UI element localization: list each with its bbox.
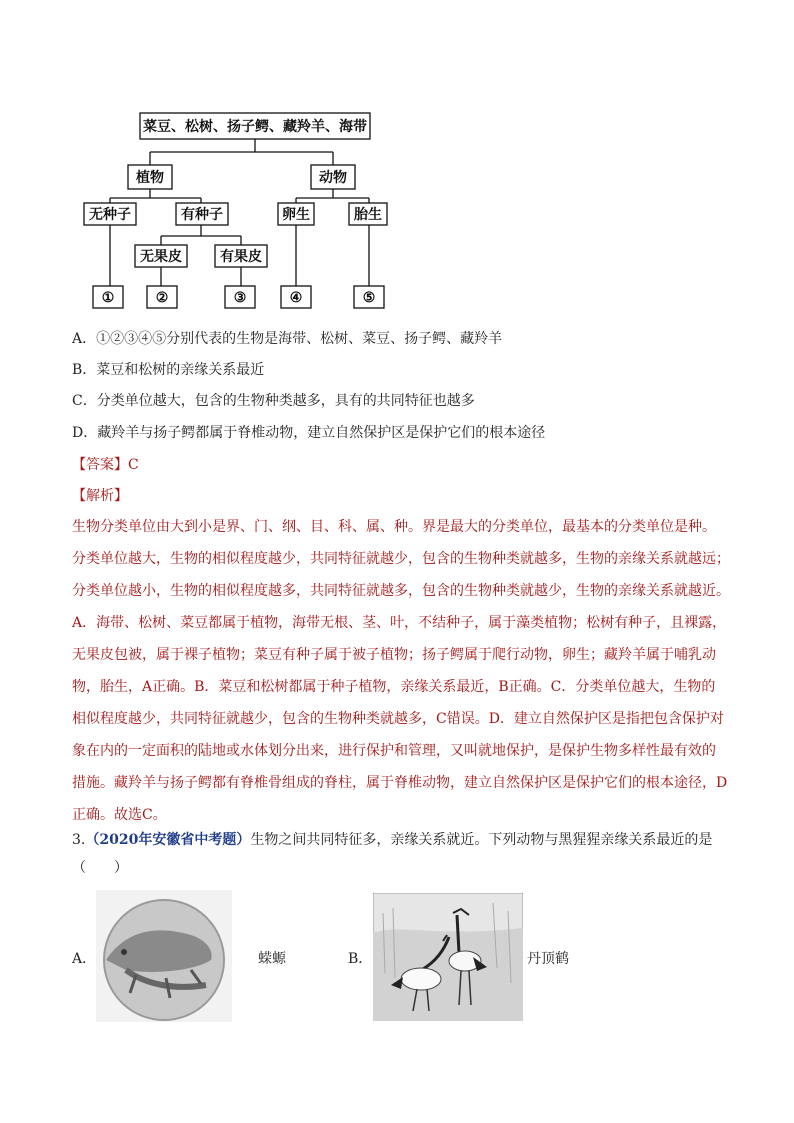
has-seed-label: 有种子 — [181, 207, 223, 223]
oviparous-label: 卵生 — [282, 207, 310, 223]
analysis-line: 生物分类单位由大到小是界、门、纲、目、科、属、种。界是最大的分类单位，最基本的分类单位是种。 — [72, 519, 716, 535]
analysis-line: 物，胎生，A正确。B．菜豆和松树都属于种子植物，亲缘关系最近，B正确。C．分类单位越大，生物的 — [72, 679, 716, 695]
leaf-3: ③ — [233, 290, 247, 306]
option-c: C．分类单位越大，包含的生物种类越多，具有的共同特征也越多 — [72, 393, 475, 409]
answer-label: 【答案】 — [72, 457, 128, 473]
salamander-image — [96, 890, 232, 1022]
viviparous-label: 胎生 — [354, 207, 382, 223]
choice-a-label: 蝾螈 — [258, 951, 286, 967]
analysis-line: 象在内的一定面积的陆地或水体划分出来，进行保护和管理，又叫就地保护，是保护生物多样性最有效的 — [72, 743, 716, 759]
analysis-line: 措施。藏羚羊与扬子鳄都有脊椎骨组成的脊柱，属于脊椎动物，建立自然保护区是保护它们的根本途径，D — [72, 775, 728, 791]
has-pericarp-label: 有果皮 — [220, 249, 262, 265]
choice-b-letter: B． — [348, 951, 373, 967]
analysis-body — [72, 511, 732, 831]
crane-image — [373, 893, 523, 1021]
plant-label: 植物 — [136, 170, 164, 186]
classification-diagram — [0, 0, 794, 320]
leaf-4: ④ — [289, 290, 303, 306]
answer-value: C — [128, 457, 139, 473]
analysis-line: A．海带、松树、菜豆都属于植物，海带无根、茎、叶，不结种子，属于藻类植物；松树有种子，且裸露， — [72, 615, 727, 631]
option-b: B．菜豆和松树的亲缘关系最近 — [72, 362, 265, 378]
analysis-line: 无果皮包被，属于裸子植物；菜豆有种子属于被子植物；扬子鳄属于爬行动物，卵生；藏羚羊属于哺乳动 — [72, 647, 716, 663]
root-label: 菜豆、松树、扬子鳄、藏羚羊、海带 — [143, 119, 367, 135]
choice-a-letter: A． — [72, 951, 97, 967]
analysis-line: 相似程度越少，共同特征就越少，包含的生物种类就越多，C错误。D．建立自然保护区是指把包含保护对 — [72, 711, 724, 727]
leaf-1: ① — [101, 290, 115, 306]
choice-b-label: 丹顶鹤 — [527, 951, 569, 967]
question-3 — [72, 830, 712, 850]
analysis-line: 分类单位越大，生物的相似程度越少，共同特征就越少，包含的生物种类就越多，生物的亲缘关系就越远； — [72, 551, 730, 567]
analysis-label: 【解析】 — [72, 488, 128, 504]
question-number: 3. — [72, 832, 86, 848]
answer — [72, 455, 139, 475]
analysis-line: 分类单位越小，生物的相似程度越多，共同特征就越多，包含的生物种类就越少，生物的亲缘关系就越近。 — [72, 583, 730, 599]
no-seed-label: 无种子 — [89, 207, 131, 223]
analysis-line: 正确。故选C。 — [72, 807, 167, 823]
answer-blank: （ ） — [72, 860, 128, 876]
question-source: （2020年安徽省中考题） — [85, 832, 251, 848]
no-pericarp-label: 无果皮 — [140, 249, 182, 265]
leaf-5: ⑤ — [362, 290, 376, 306]
animal-label: 动物 — [319, 170, 347, 186]
leaf-2: ② — [155, 290, 169, 306]
option-a: A．①②③④⑤分别代表的生物是海带、松树、菜豆、扬子鳄、藏羚羊 — [72, 331, 503, 347]
question-text: 生物之间共同特征多，亲缘关系就近。下列动物与黑猩猩亲缘关系最近的是 — [250, 832, 713, 848]
option-d: D．藏羚羊与扬子鳄都属于脊椎动物，建立自然保护区是保护它们的根本途径 — [72, 425, 546, 441]
